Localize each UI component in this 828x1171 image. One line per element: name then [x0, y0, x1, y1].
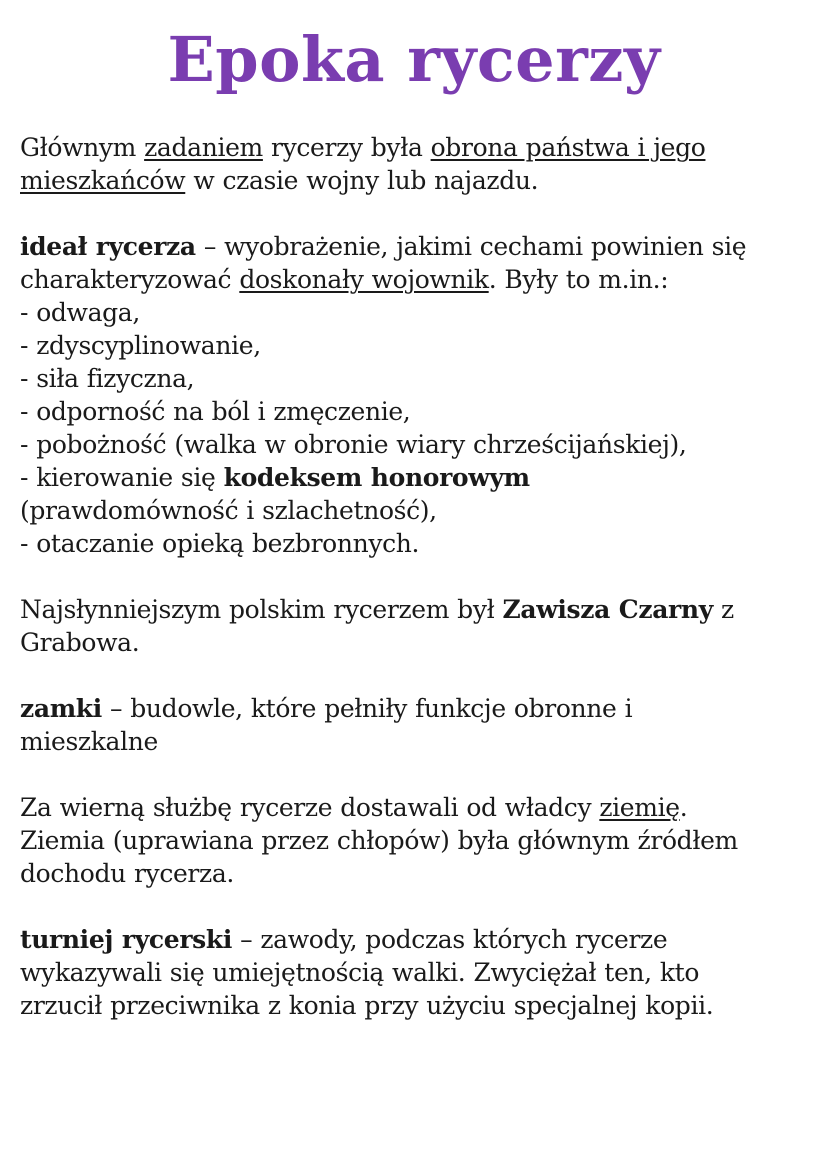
text: – wyobrażenie, jakimi cechami powinien się	[195, 232, 747, 261]
spacer	[20, 758, 820, 791]
spacer	[20, 659, 820, 692]
text: . Były to m.in.:	[488, 265, 669, 294]
spacer	[20, 890, 820, 923]
text: mieszkalne	[20, 727, 158, 756]
list-item: - odwaga,	[20, 298, 140, 327]
underlined-text: obrona państwa i jego	[430, 133, 706, 162]
spacer	[20, 560, 820, 593]
document-body	[20, 131, 820, 1022]
page-title: Epoka rycerzy	[167, 23, 661, 96]
list-item: - kierowanie się	[20, 463, 224, 492]
text: Ziemia (uprawiana przez chłopów) była głównym źródłem	[20, 826, 738, 855]
text: z	[712, 595, 734, 624]
paragraph-task	[20, 131, 820, 197]
list-item: - pobożność (walka w obronie wiary chrześcijańskiej),	[20, 430, 687, 459]
text: dochodu rycerza.	[20, 859, 235, 888]
term-bold: turniej rycerski	[20, 925, 233, 954]
list-item: - odporność na ból i zmęczenie,	[20, 397, 411, 426]
text: rycerzy była	[262, 133, 431, 162]
spacer	[20, 197, 820, 230]
text: Za wierną służbę rycerze dostawali od władcy	[20, 793, 600, 822]
paragraph-turniej	[20, 923, 820, 1022]
underlined-text: doskonały wojownik	[239, 265, 489, 294]
list-item: - siła fizyczna,	[20, 364, 195, 393]
term-bold: Zawisza Czarny	[502, 595, 713, 624]
list-item: - zdyscyplinowanie,	[20, 331, 261, 360]
text: charakteryzować	[20, 265, 240, 294]
underlined-text: zadaniem	[144, 133, 263, 162]
text: zrzucił przeciwnika z konia przy użyciu specjalnej kopii.	[20, 991, 714, 1020]
list-item: - otaczanie opieką bezbronnych.	[20, 529, 420, 558]
term-bold: kodeksem honorowym	[223, 463, 530, 492]
list-item-continuation: (prawdomówność i szlachetność),	[20, 496, 437, 525]
text: – budowle, które pełniły funkcje obronne i	[101, 694, 633, 723]
underlined-text: ziemię	[599, 793, 680, 822]
text: – zawody, podczas których rycerze	[232, 925, 668, 954]
text: Najsłynniejszym polskim rycerzem był	[20, 595, 503, 624]
term-bold: zamki	[20, 694, 102, 723]
paragraph-ziemia	[20, 791, 820, 890]
text: .	[679, 793, 688, 822]
text: wykazywali się umiejętnością walki. Zwyciężał ten, kto	[20, 958, 700, 987]
term-bold: ideał rycerza	[20, 232, 196, 261]
paragraph-zawisza	[20, 593, 820, 659]
text: w czasie wojny lub najazdu.	[185, 166, 539, 195]
text: Głównym	[20, 133, 145, 162]
underlined-text: mieszkańców	[20, 166, 186, 195]
text: Grabowa.	[20, 628, 140, 657]
paragraph-ideal	[20, 230, 820, 560]
paragraph-zamki	[20, 692, 820, 758]
